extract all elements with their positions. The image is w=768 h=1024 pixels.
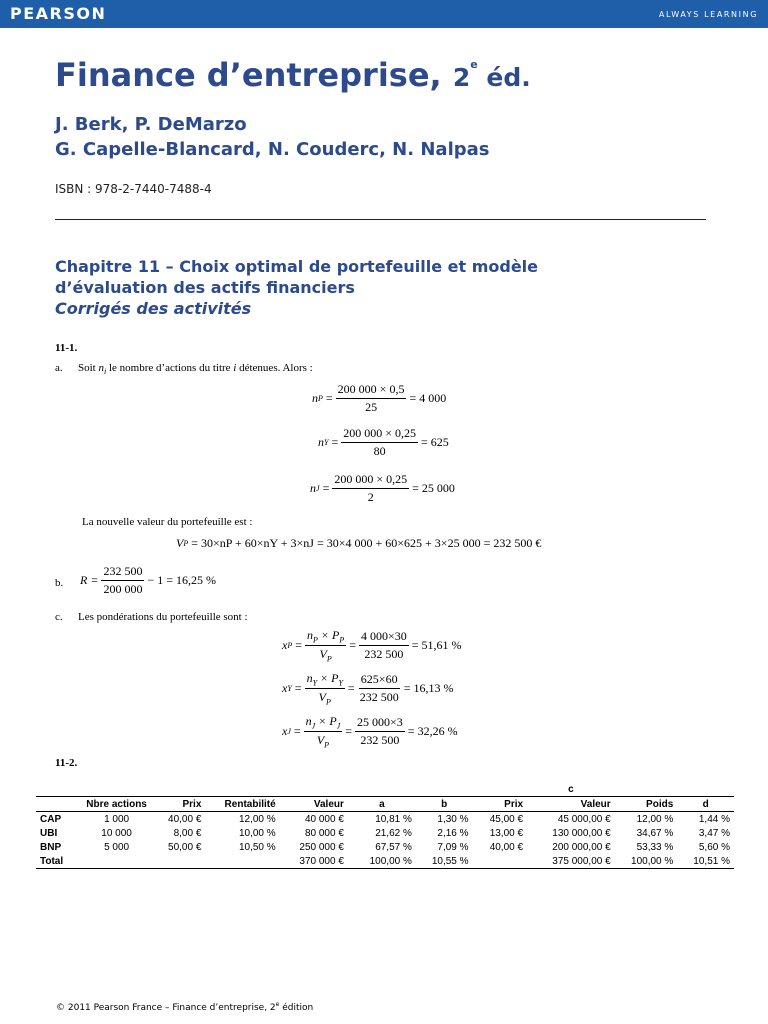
chapter-subtitle: Corrigés des activités: [55, 299, 252, 318]
authors: [55, 112, 489, 162]
table-total-row: Total 370 000 € 100,00 % 10,55 % 375 000,00 € 100,00 % 10,51 %: [36, 854, 734, 869]
divider: [55, 219, 706, 220]
brand-logo: PEARSON: [10, 4, 107, 23]
footer: © 2011 Pearson France – Finance d’entreprise, 2e édition: [56, 1001, 314, 1013]
equation-R: R = $\frac{232 500}{200 000}$ − 1 = 16,25 %: [80, 564, 216, 596]
edition-number: 2: [452, 63, 471, 92]
edition-sup: e: [470, 58, 478, 71]
col-a: a: [348, 797, 416, 812]
col-rentabilite: Rentabilité: [205, 797, 279, 812]
col-prix-2: Prix: [473, 797, 528, 812]
table-row: BNP 5 000 50,00 € 10,50 % 250 000 € 67,57 % 7,09 % 40,00 € 200 000,00 € 53,33 % 5,60 %: [40, 841, 730, 853]
part-c-label: c.: [55, 611, 63, 623]
part-a-label: a.: [55, 362, 63, 374]
col-valeur: Valeur: [280, 797, 348, 812]
part-b-label: b.: [55, 577, 64, 589]
equation-nP: n P = $\frac{200 000 \times 0,5}{25}$ = 4 000: [312, 382, 447, 414]
chapter-heading: [55, 256, 538, 319]
book-title: [55, 56, 531, 94]
part-c-text: Les pondérations du portefeuille sont :: [78, 611, 248, 623]
col-valeur-2: Valeur: [527, 797, 615, 812]
edition-suffix: éd.: [477, 63, 531, 92]
header-bar: [0, 0, 768, 28]
table-row: UBI 10 000 8,00 € 10,00 % 80 000 € 21,62 % 2,16 % 13,00 € 130 000,00 € 34,67 % 3,47 %: [40, 827, 730, 839]
equation-xP: x P = $\frac{n_P \times P_P}{V_P}$ = $\frac{4 000\times 30}{232 500}$ = 51,61 %: [282, 628, 462, 664]
equation-nJ: n J = $\frac{200 000 \times 0,25}{2}$ = 25 000: [310, 472, 455, 504]
portfolio-table: [36, 782, 734, 869]
authors-line-2: G. Capelle-Blancard, N. Couderc, N. Nalpas: [55, 139, 490, 160]
col-b: b: [416, 797, 473, 812]
new-value-text: La nouvelle valeur du portefeuille est :: [82, 516, 253, 528]
part-a-text: Soit $n_i$ le nombre d’actions du titre i détenues. Alors :: [78, 362, 313, 377]
col-d: d: [677, 797, 734, 812]
equation-xY: x Y = $\frac{n_Y \times P_Y}{V_P}$ = $\frac{625\times 60}{232 500}$ = 16,13 %: [282, 671, 454, 707]
equation-xJ: x J = $\frac{n_J \times P_J}{V_P}$ = $\frac{25 000\times 3}{232 500}$ = 32,26 %: [282, 714, 458, 750]
brand-tagline: ALWAYS LEARNING: [658, 10, 758, 19]
equation-nY: n Y = $\frac{200 000 \times 0,25}{80}$ = 625: [318, 426, 449, 458]
book-title-text: Finance d’entreprise,: [55, 56, 442, 94]
table-header-row: [36, 797, 734, 812]
col-nbre-actions: Nbre actions: [82, 797, 151, 812]
exercise-11-1-label: 11-1.: [55, 342, 78, 354]
group-header-c: c: [568, 783, 574, 795]
equation-vp: V P = 30×nP + 60×nY + 3×nJ = 30×4 000 + 60×625 + 3×25 000 = 232 500 €: [176, 536, 542, 550]
exercise-11-2-label: 11-2.: [55, 757, 78, 769]
table-row: CAP 1 000 40,00 € 12,00 % 40 000 € 10,81 % 1,30 % 45,00 € 45 000,00 € 12,00 % 1,44 %: [40, 813, 730, 825]
isbn: ISBN : 978-2-7440-7488-4: [55, 182, 212, 196]
col-poids: Poids: [615, 797, 678, 812]
chapter-title-line-2: d’évaluation des actifs financiers: [55, 278, 355, 297]
authors-line-1: J. Berk, P. DeMarzo: [55, 114, 247, 135]
chapter-title-line-1: Chapitre 11 – Choix optimal de portefeuille et modèle: [55, 257, 538, 276]
col-prix: Prix: [151, 797, 206, 812]
